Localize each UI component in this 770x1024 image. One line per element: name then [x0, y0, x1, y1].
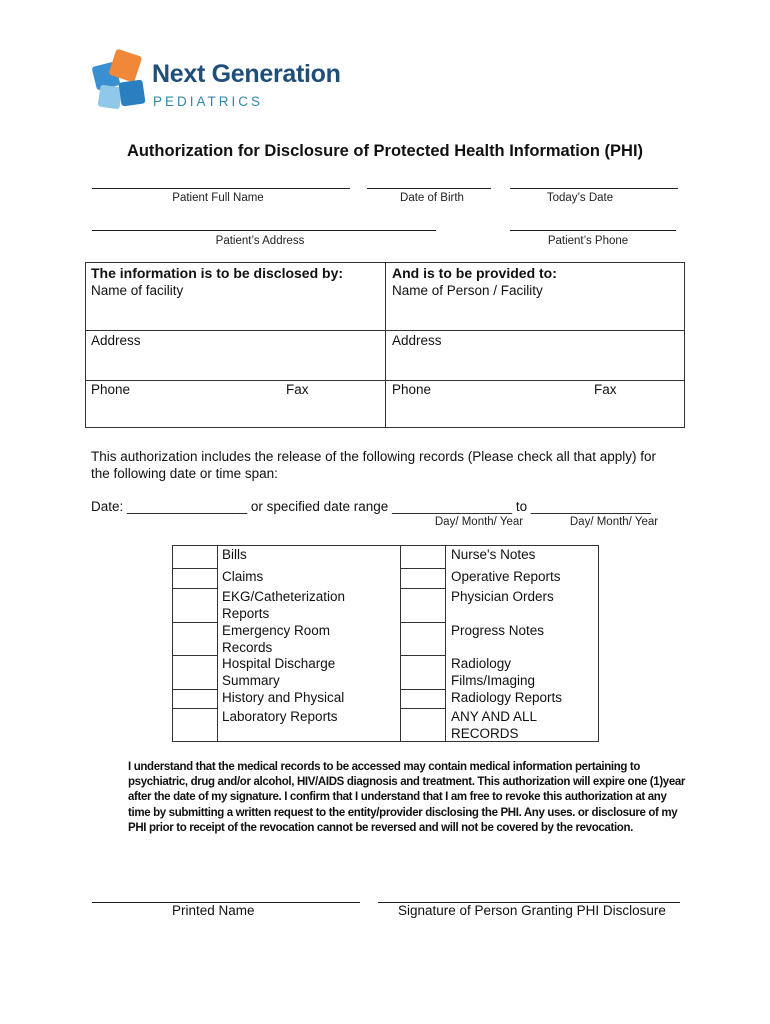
recipient-phone-field[interactable]: Phone: [392, 382, 432, 397]
record-option-left: History and Physical: [222, 690, 345, 705]
provided-to-heading: And is to be provided to:: [392, 265, 557, 281]
document-title: Authorization for Disclosure of Protected Health Information (PHI): [126, 142, 644, 160]
record-option-right: ANY AND ALL: [451, 709, 538, 724]
date-format-from: Day/ Month/ Year: [434, 516, 524, 528]
patient-phone-line[interactable]: [510, 230, 676, 231]
patient-address-caption: Patient’s Address: [215, 235, 305, 247]
disclosed-by-heading: The information is to be disclosed by:: [91, 265, 344, 281]
record-option-right: Physician Orders: [451, 589, 554, 604]
disclosed-by-address-field[interactable]: Address: [91, 333, 141, 348]
record-checkbox-left[interactable]: [173, 708, 217, 743]
record-checkbox-left[interactable]: [173, 655, 217, 689]
records-intro-line1: This authorization includes the release of the following records (Please check all that apply) for: [91, 449, 657, 464]
record-option-right: RECORDS: [451, 725, 519, 741]
todays-date-line[interactable]: [510, 188, 678, 189]
disclosed-by-fax-field[interactable]: Fax: [286, 382, 309, 397]
record-option-right: Nurse's Notes: [451, 547, 536, 562]
record-option-left: Hospital Discharge: [222, 656, 336, 671]
record-checkbox-right[interactable]: [400, 588, 445, 622]
record-option-right: Progress Notes: [451, 623, 545, 638]
records-intro-line2: the following date or time span:: [91, 466, 278, 481]
signature-caption: Signature of Person Granting PHI Disclosure: [398, 903, 666, 918]
consent-line: time by submitting a written request to the entity/provider disclosing the PHI. Any uses. or disclosure of my: [128, 806, 678, 819]
record-option-left: Reports: [222, 605, 270, 621]
record-option-left: Laboratory Reports: [222, 709, 338, 724]
record-checkbox-left[interactable]: [173, 568, 217, 588]
record-checkbox-right[interactable]: [400, 622, 445, 655]
record-checkbox-right[interactable]: [400, 568, 445, 588]
todays-date-caption: Today’s Date: [546, 192, 614, 204]
brand-name: Next Generation: [152, 60, 341, 88]
record-option-left: Bills: [222, 547, 247, 562]
record-option-right: Films/Imaging: [451, 672, 536, 688]
brand-subtitle: PEDIATRICS: [153, 94, 264, 109]
patient-address-line[interactable]: [92, 230, 436, 231]
recipient-name-field[interactable]: Name of Person / Facility: [392, 283, 543, 298]
record-checkbox-right[interactable]: [400, 689, 445, 708]
date-range-line[interactable]: Date: ________________ or specified date range ________________ to ________________: [91, 499, 652, 514]
record-option-left: Summary: [222, 672, 280, 688]
consent-line: PHI prior to receipt of the revocation cannot be reversed and will not be covered by the revocation.: [128, 821, 633, 834]
record-option-left: Claims: [222, 569, 264, 584]
record-checkbox-right[interactable]: [400, 546, 445, 568]
recipient-address-field[interactable]: Address: [392, 333, 442, 348]
record-option-left: Records: [222, 639, 273, 655]
record-option-right: Operative Reports: [451, 569, 561, 584]
record-option-right: Radiology Reports: [451, 690, 563, 705]
dob-caption: Date of Birth: [400, 192, 464, 204]
records-checklist-table: [172, 545, 599, 742]
disclosed-by-phone-field[interactable]: Phone: [91, 382, 131, 397]
dob-line[interactable]: [367, 188, 491, 189]
record-option-left: EKG/Catheterization: [222, 589, 346, 604]
consent-statement: [128, 760, 688, 836]
patient-name-line[interactable]: [92, 188, 350, 189]
patient-name-caption: Patient Full Name: [172, 192, 264, 204]
record-option-right: Radiology: [451, 656, 512, 671]
record-checkbox-left[interactable]: [173, 588, 217, 622]
facility-name-field[interactable]: Name of facility: [91, 283, 184, 298]
consent-line: after the date of my signature. I confirm that I understand that I am free to revoke this authorization at any: [128, 791, 667, 804]
date-format-to: Day/ Month/ Year: [569, 516, 659, 528]
record-option-left: Emergency Room: [222, 623, 331, 638]
recipient-fax-field[interactable]: Fax: [594, 382, 617, 397]
disclosure-grid: [85, 262, 685, 428]
printed-name-caption: Printed Name: [172, 903, 255, 918]
record-checkbox-left[interactable]: [173, 622, 217, 655]
consent-line: psychiatric, drug and/or alcohol, HIV/AIDS diagnosis and treatment. This authorization will expire one (1)year: [128, 776, 686, 789]
record-checkbox-right[interactable]: [400, 708, 445, 743]
record-checkbox-left[interactable]: [173, 689, 217, 708]
consent-line: I understand that the medical records to be accessed may contain medical information pertaining to: [128, 761, 641, 773]
patient-phone-caption: Patient’s Phone: [547, 235, 629, 247]
record-checkbox-left[interactable]: [173, 546, 217, 568]
record-checkbox-right[interactable]: [400, 655, 445, 689]
